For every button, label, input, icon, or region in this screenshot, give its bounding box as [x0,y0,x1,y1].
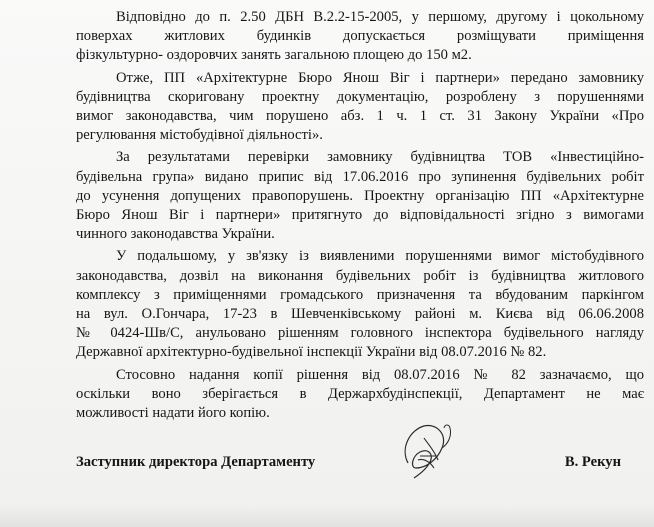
text-line: поверхах житлових будинків допускається розміщувати приміщення [76,28,644,45]
text-line: № 0424-Шв/С, анульовано рішенням головного інспектора будівельного нагляду [76,325,644,342]
text-line: комплексу з приміщеннями громадського призначення та вбудованим паркінгом [76,286,644,303]
text-line: фізкультурно- оздоровчих занять загальною площею до 150 м2. [76,47,472,64]
text-line: можливості надати його копію. [76,405,270,422]
document-body [76,8,644,423]
paragraph-3 [76,148,644,244]
text-line: вимог законодавства, чим порушено абз. 1 ч. 1 ст. 31 Закону України «Про [76,108,644,125]
text-line: на вул. О.Гончара, 17-23 в Шевченківському районі м. Києва від 06.06.2008 [76,306,644,323]
paragraph-1 [76,8,644,66]
paragraph-5 [76,366,644,424]
text-line: до усунення допущених правопорушень. Проектну організацію ПП «Архітектурне [76,187,644,204]
text-line: Державної архітектурно-будівельної інспекції України від 08.07.2016 № 82. [76,344,547,361]
signature-block [76,446,621,486]
text-line: Отже, ПП «Архітектурне Бюро Янош Віг і партнери» передано замовнику [116,69,644,86]
text-line: Стосовно надання копії рішення від 08.07.2016 № 82 зазначаємо, що [116,366,644,383]
text-line: будівництва скориговану проектну документацію, розроблену з порушеннями [76,88,644,105]
text-line: чинного законодавства України. [76,226,275,243]
scan-edge-shadow [0,505,654,527]
paragraph-2 [76,69,644,146]
text-line: Бюро Янош Віг і партнери» притягнуто до відповідальності згідно з вимогами [76,207,644,224]
text-line: регулювання містобудівної діяльності». [76,127,323,144]
signatory-title: Заступник директора Департаменту [76,454,316,470]
text-line: За результатами перевірки замовнику будівництва ТОВ «Інвестиційно- [116,149,644,166]
text-line: законодавства, дозвіл на виконання будівельних робіт із будівництва житлового [76,267,644,284]
text-line: Відповідно до п. 2.50 ДБН В.2.2-15-2005, у першому, другому і цокольному [116,9,644,25]
paragraph-4 [76,247,644,362]
text-line: оскільки воно зберігається в Держархбудінспекції, Департамент не має [76,385,644,402]
signatory-name: В. Рекун [564,454,621,470]
text-line: У подальшому, у зв'язку із виявленими порушеннями вимог містобудівного [116,248,644,265]
text-line: будівельна група» видано припис від 17.06.2016 про зупинення будівельних робіт [76,168,644,185]
